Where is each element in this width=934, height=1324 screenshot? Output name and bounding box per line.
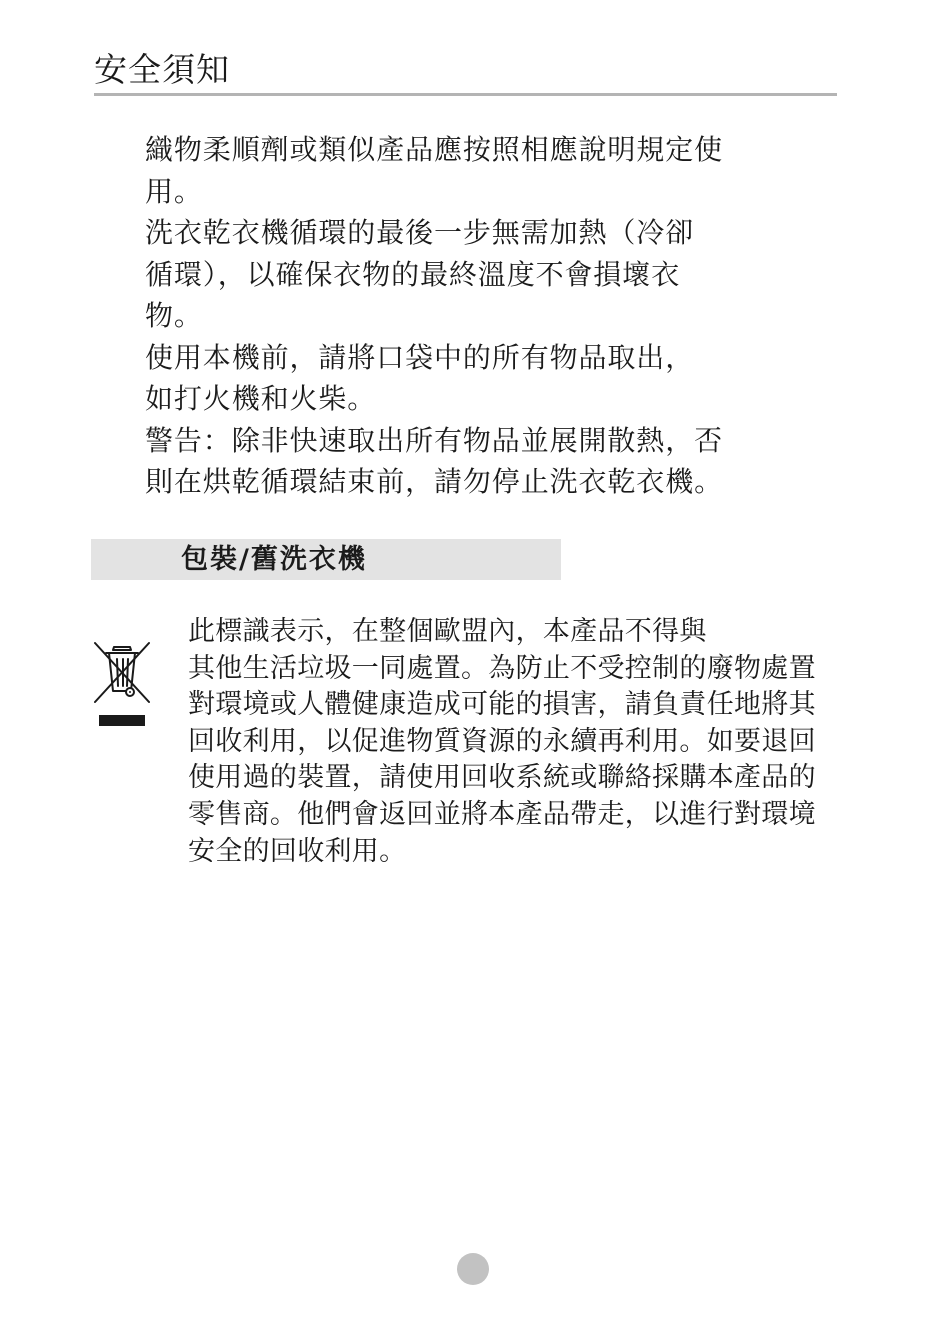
disposal-instructions (188, 614, 858, 870)
crossed-out-wheelie-bin-icon (92, 640, 152, 730)
disposal-line: 對環境或人體健康造成可能的損害，請負責任地將其 (188, 689, 816, 721)
safety-line: 如打火機和火柴。 (145, 382, 377, 415)
disposal-line: 回收利用，以促進物質資源的永續再利用。如要退回 (188, 725, 816, 757)
section-title: 包裝/舊洗衣機 (181, 544, 367, 575)
safety-line: 警告：除非快速取出所有物品並展開散熱，否 (145, 423, 724, 457)
disposal-line: 此標識表示，在整個歐盟內，本產品不得與 (188, 616, 707, 647)
disposal-line: 使用過的裝置，請使用回收系統或聯絡採購本產品的 (188, 762, 816, 794)
section-header-bar (91, 539, 561, 580)
page-number-marker (457, 1253, 489, 1285)
disposal-line: 其他生活垃圾一同處置。為防止不受控制的廢物處置 (188, 652, 816, 684)
disposal-line: 安全的回收利用。 (188, 835, 407, 867)
safety-line: 循環），以確保衣物的最終溫度不會損壞衣 (145, 257, 681, 291)
safety-line: 物。 (145, 299, 203, 332)
disposal-line: 零售商。他們會返回並將本產品帶走，以進行對環境 (188, 798, 816, 830)
safety-line: 則在烘乾循環結束前，請勿停止洗衣乾衣機。 (145, 465, 724, 498)
safety-instructions (145, 129, 785, 503)
page-title: 安全須知 (94, 50, 230, 89)
title-divider (94, 93, 837, 96)
safety-line: 洗衣乾衣機循環的最後一步無需加熱（冷卻 (145, 216, 695, 249)
safety-line: 使用本機前，請將口袋中的所有物品取出， (145, 340, 695, 374)
safety-line: 織物柔順劑或類似產品應按照相應說明規定使 (145, 133, 724, 166)
safety-line: 用。 (145, 174, 203, 208)
